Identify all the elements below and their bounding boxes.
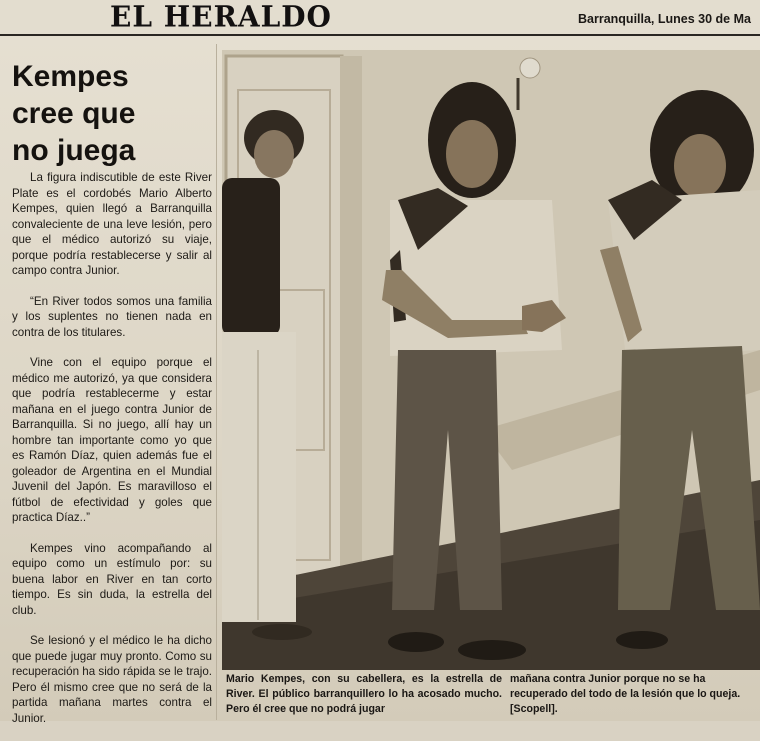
article-headline [12, 58, 212, 169]
caption-column-2: mañana contra Junior porque no se ha recuperado del todo de la lesión que lo queja. [Scopell]. [510, 673, 741, 715]
column-divider [216, 44, 217, 720]
headline-line-1: Kempes [12, 60, 129, 93]
article-paragraph: La figura indiscutible de este River Plate es el cordobés Mario Alberto Kempes, quien llegó a Barranquilla convaleciente de una leve lesión, pero que el médico autorizó su viaje, porque podría restablecerse y salir al campo contra Junior. [12, 171, 212, 277]
masthead [0, 0, 760, 36]
photo-illustration [222, 50, 760, 670]
news-photo [222, 50, 760, 670]
article-paragraph: Se lesionó y el médico le ha dicho que puede jugar muy pronto. Como su recuperación ha sido rápida se le trajo. Pero él mismo cree que no será de la partida mañana martes contra el Junior. [12, 634, 212, 725]
article-paragraph: “En River todos somos una familia y los suplentes no tienen nada en contra de los titulares. [12, 294, 212, 339]
headline-line-2: cree que [12, 97, 136, 130]
article-body [12, 170, 212, 741]
newspaper-title: EL HERALDO [110, 0, 332, 34]
dateline: Barranquilla, Lunes 30 de Ma [578, 12, 751, 26]
headline-line-3: no juega [12, 134, 136, 167]
article-paragraph: Vine con el equipo porque el médico me autorizó, ya que considera que podría restablecerme y estar mañana en el juego contra Junior de Barranquilla. Si no juego, allí hay un hombre tan importante como yo que es Ramón Díaz, quien además fue el goleador de Argentina en el Mundial Juvenil del Japón. Es maravilloso el fútbol de efectividad y goles que practica Díaz..” [12, 356, 212, 524]
article-paragraph: Kempes vino acompañando al equipo como un estímulo por: su buena labor en River en tan corto tiempo. Es sin duda, la estrella del club. [12, 541, 212, 617]
photo-caption [226, 672, 760, 717]
caption-column-1: Mario Kempes, con su cabellera, es la estrella de River. El público barranquillero lo ha acosado mucho. Pero él cree que no podrá jugar [226, 673, 502, 715]
